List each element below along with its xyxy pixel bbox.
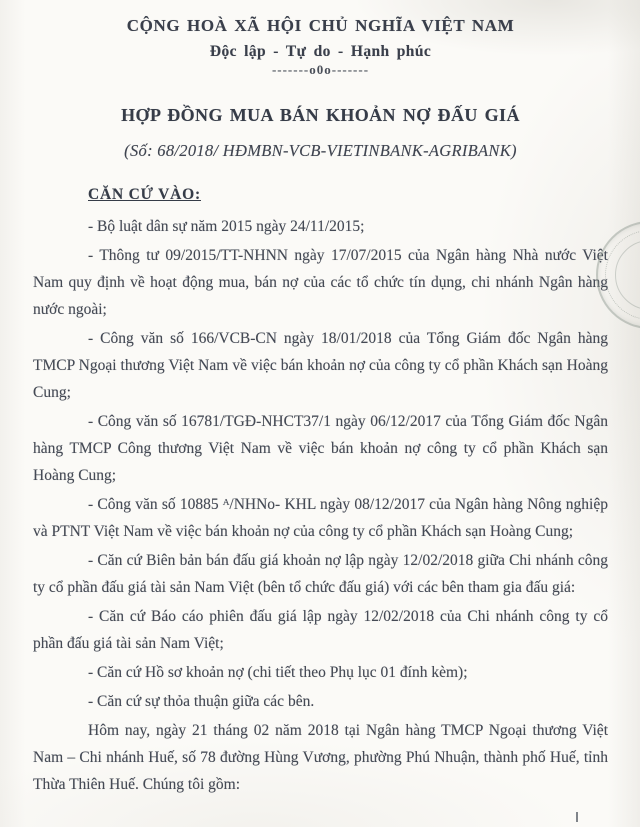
- basis-clause: - Thông tư 09/2015/TT-NHNN ngày 17/07/2015 của Ngân hàng Nhà nước Việt Nam quy định về hoạt động mua, bán nợ của các tổ chức tín dụng, chi nhánh Ngân hàng nước ngoài;: [33, 247, 608, 318]
- contract-title: HỢP ĐỒNG MUA BÁN KHOẢN NỢ ĐẤU GIÁ: [121, 105, 520, 125]
- section-heading-bases: CĂN CỨ VÀO:: [88, 186, 201, 203]
- basis-clause: - Công văn số 16781/TGĐ-NHCT37/1 ngày 06/12/2017 của Tổng Giám đốc Ngân hàng TMCP Công thương Việt Nam về việc bán khoản nợ công ty cổ phần Khách sạn Hoàng Cung;: [33, 413, 608, 484]
- national-motto: Độc lập - Tự do - Hạnh phúc: [209, 43, 432, 60]
- basis-clause: - Bộ luật dân sự năm 2015 ngày 24/11/2015;: [88, 218, 365, 235]
- closing-paragraph: Hôm nay, ngày 21 tháng 02 năm 2018 tại Ngân hàng TMCP Ngoại thương Việt Nam – Chi nhánh Huế, số 78 đường Hùng Vương, phường Phú Nhuận, thành phố Huế, tỉnh Thừa Thiên Huế. Chúng tôi gồm:: [33, 722, 608, 793]
- scan-artifact-mark: [576, 812, 578, 822]
- basis-clause: - Công văn số 166/VCB-CN ngày 18/01/2018 của Tổng Giám đốc Ngân hàng TMCP Ngoại thương Việt Nam về việc bán khoản nợ của công ty cổ phần Khách sạn Hoàng Cung;: [33, 330, 608, 401]
- contract-number: (Số: 68/2018/ HĐMBN-VCB-VIETINBANK-AGRIBANK): [124, 141, 517, 160]
- header-separator: -------o0o-------: [271, 62, 370, 77]
- basis-clause: - Căn cứ Biên bản bán đấu giá khoản nợ lập ngày 12/02/2018 giữa Chi nhánh công ty cổ phần đấu giá tài sản Nam Việt (bên tổ chức đấu giá) với các bên tham gia đấu giá:: [33, 552, 608, 596]
- basis-clause: - Căn cứ sự thỏa thuận giữa các bên.: [88, 693, 315, 710]
- basis-clause: - Căn cứ Báo cáo phiên đấu giá lập ngày 12/02/2018 của Chi nhánh công ty cổ phần đấu giá tài sản Nam Việt;: [33, 608, 608, 652]
- national-title: CỘNG HOÀ XÃ HỘI CHỦ NGHĨA VIỆT NAM: [126, 16, 515, 35]
- basis-clause: - Công văn số 10885 ᴬ/NHNo- KHL ngày 08/12/2017 của Ngân hàng Nông nghiệp và PTNT Việt Nam về việc bán khoản nợ của công ty cổ phần Khách sạn Hoàng Cung;: [33, 496, 608, 540]
- document-header: [33, 16, 608, 78]
- basis-clause: - Căn cứ Hồ sơ khoản nợ (chi tiết theo Phụ lục 01 đính kèm);: [88, 664, 468, 681]
